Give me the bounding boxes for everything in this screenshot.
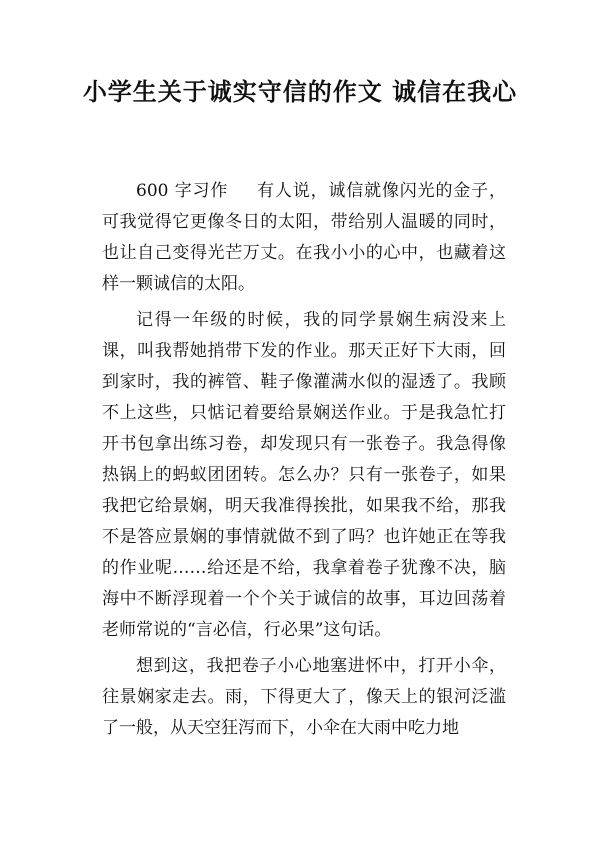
paragraph-3: 想到这，我把卷子小心地塞进怀中，打开小伞，往景娴家走去。雨，下得更大了，像天上的银河泛滥了一般，从天空狂泻而下，小伞在大雨中吃力地 (102, 656, 506, 738)
document-body (102, 176, 506, 744)
document-title: 小学生关于诚实守信的作文 诚信在我心 (82, 78, 518, 106)
paragraph-1-text: 有人说，诚信就像闪光的金子，可我觉得它更像冬日的太阳，带给别人温暖的同时，也让自己变得光芒万丈。在我小小的心中，也藏着这样一颗诚信的太阳。 (102, 181, 506, 294)
paragraph-2: 记得一年级的时候，我的同学景娴生病没来上课，叫我帮她捎带下发的作业。那天正好下大雨，回到家时，我的裤管、鞋子像灌满水似的湿透了。我顾不上这些，只惦记着要给景娴送作业。于是我急忙打开书包拿出练习卷，却发现只有一张卷子。我急得像热锅上的蚂蚁团团转。怎么办？只有一张卷子，如果我把它给景娴，明天我准得挨批，如果我不给，那我不是答应景娴的事情就做不到了吗？也许她正在等我的作业呢……给还是不给，我拿着卷子犹豫不决，脑海中不断浮现着一个个关于诚信的故事，耳边回荡着老师常说的“言必信，行必果”这句话。 (102, 310, 506, 640)
paragraph-1 (102, 176, 506, 300)
category-label: 600 字习作 (136, 181, 229, 201)
